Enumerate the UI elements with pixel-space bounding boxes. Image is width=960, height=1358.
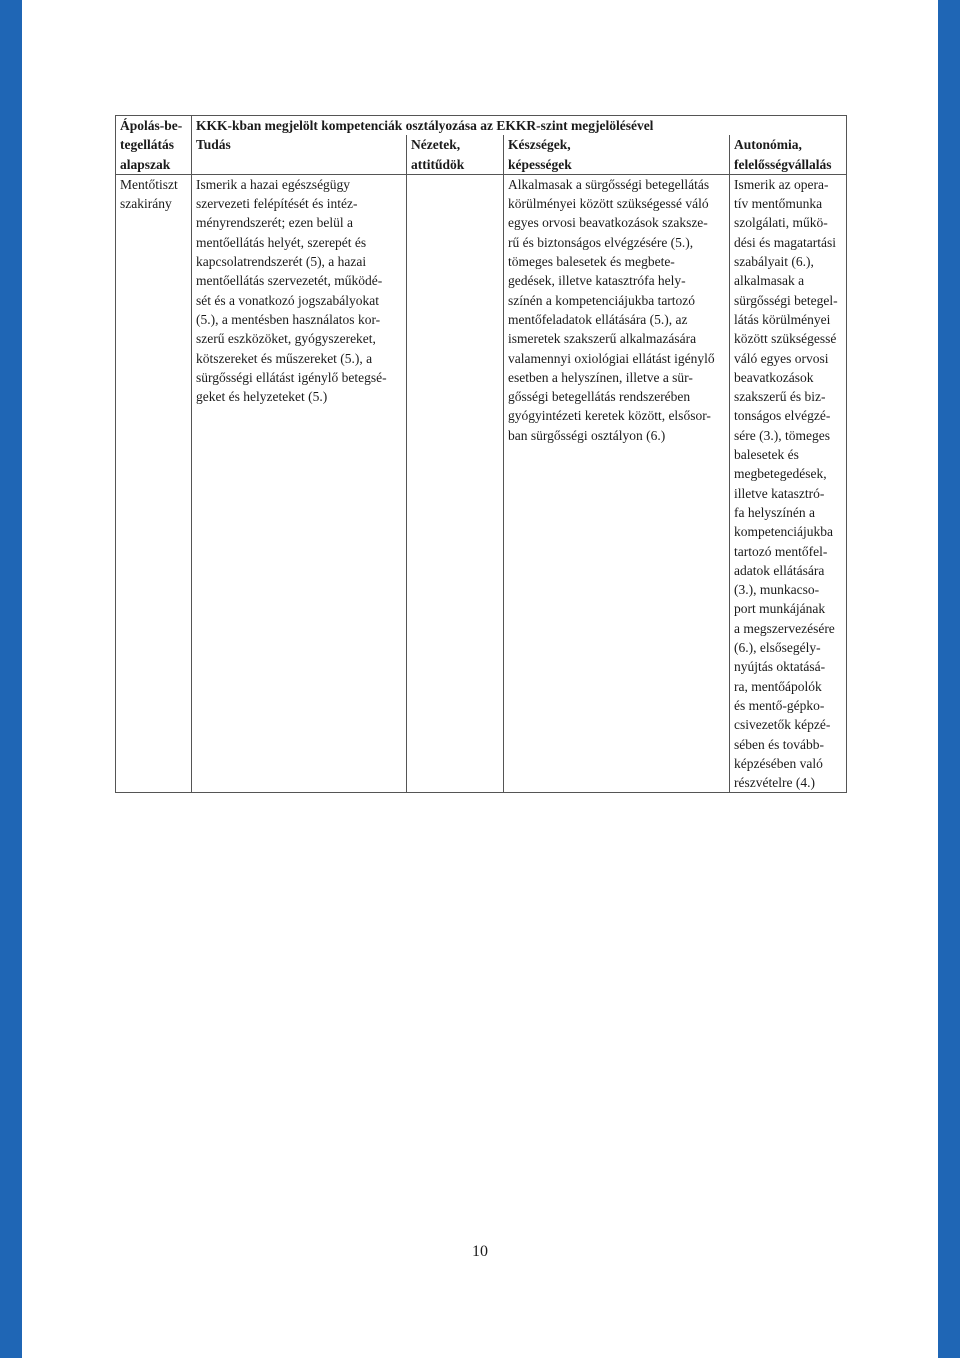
header-row (116, 135, 847, 174)
left-side-bar (0, 0, 22, 1358)
corner-label: Ápolás-be- tegellátás alapszak (116, 116, 192, 175)
super-header: KKK-kban megjelölt kompetenciák osztályozása az EKKR-szint megjelölésével (192, 116, 847, 136)
competency-table (115, 115, 847, 793)
header-tudas: Tudás (192, 135, 407, 174)
row-label: Mentőtiszt szakirány (116, 174, 192, 793)
right-side-bar (938, 0, 960, 1358)
header-keszsegek: Készségek, képességek (504, 135, 730, 174)
super-header-row (116, 116, 847, 136)
header-nezetek: Nézetek, attitűdök (407, 135, 504, 174)
cell-keszsegek: Alkalmasak a sürgősségi betegellátás körülményei között szükségessé váló egyes orvosi beavatkozások szaksze- rű és biztonságos elvégzésére (5.), tömeges balesetek és megbete- gedések, illetve katasztrófa hely- színén a kompetenciájukba tartozó mentőfeladatok ellátására (5.), az ismeretek szakszerű alkalmazására valamennyi oxiológiai ellátást igénylő esetben a helyszínen, illetve a sür- gősségi betegellátás rendszerében gyógyintézeti keretek között, elsősor- ban sürgősségi osztályon (6.) (504, 174, 730, 793)
header-autonomia: Autonómia, felelősségvállalás (730, 135, 847, 174)
page-number: 10 (472, 1243, 488, 1260)
cell-tudas: Ismerik a hazai egészségügy szervezeti felépítését és intéz- ményrendszerét; ezen belül a mentőellátás helyét, szerepét és kapcsolatrendszerét (5), a hazai mentőellátás szervezetét, működé- sét és a vonatkozó jogszabályokat (5.), a mentésben használatos kor- szerű eszközöket, gyógyszereket, kötszereket és műszereket (5.), a sürgősségi ellátást igénylő betegsé- geket és helyzeteket (5.) (192, 174, 407, 793)
table-row (116, 174, 847, 793)
cell-autonomia: Ismerik az opera- tív mentőmunka szolgálati, műkö- dési és magatartási szabályait (6.), alkalmasak a sürgősségi betegel- látás körülményei között szükségessé váló egyes orvosi beavatkozások szakszerű és biz- tonságos elvégzé- sére (3.), tömeges balesetek és megbetegedések, illetve katasztró- fa helyszínén a kompetenciájukba tartozó mentőfel- adatok ellátására (3.), munkacso- port munkájának a megszervezésére (6.), elsősegély- nyújtás oktatásá- ra, mentőápolók és mentő-gépko- csivezetők képzé- sében és tovább- képzésében való részvételre (4.) (730, 174, 847, 793)
cell-nezetek (407, 174, 504, 793)
